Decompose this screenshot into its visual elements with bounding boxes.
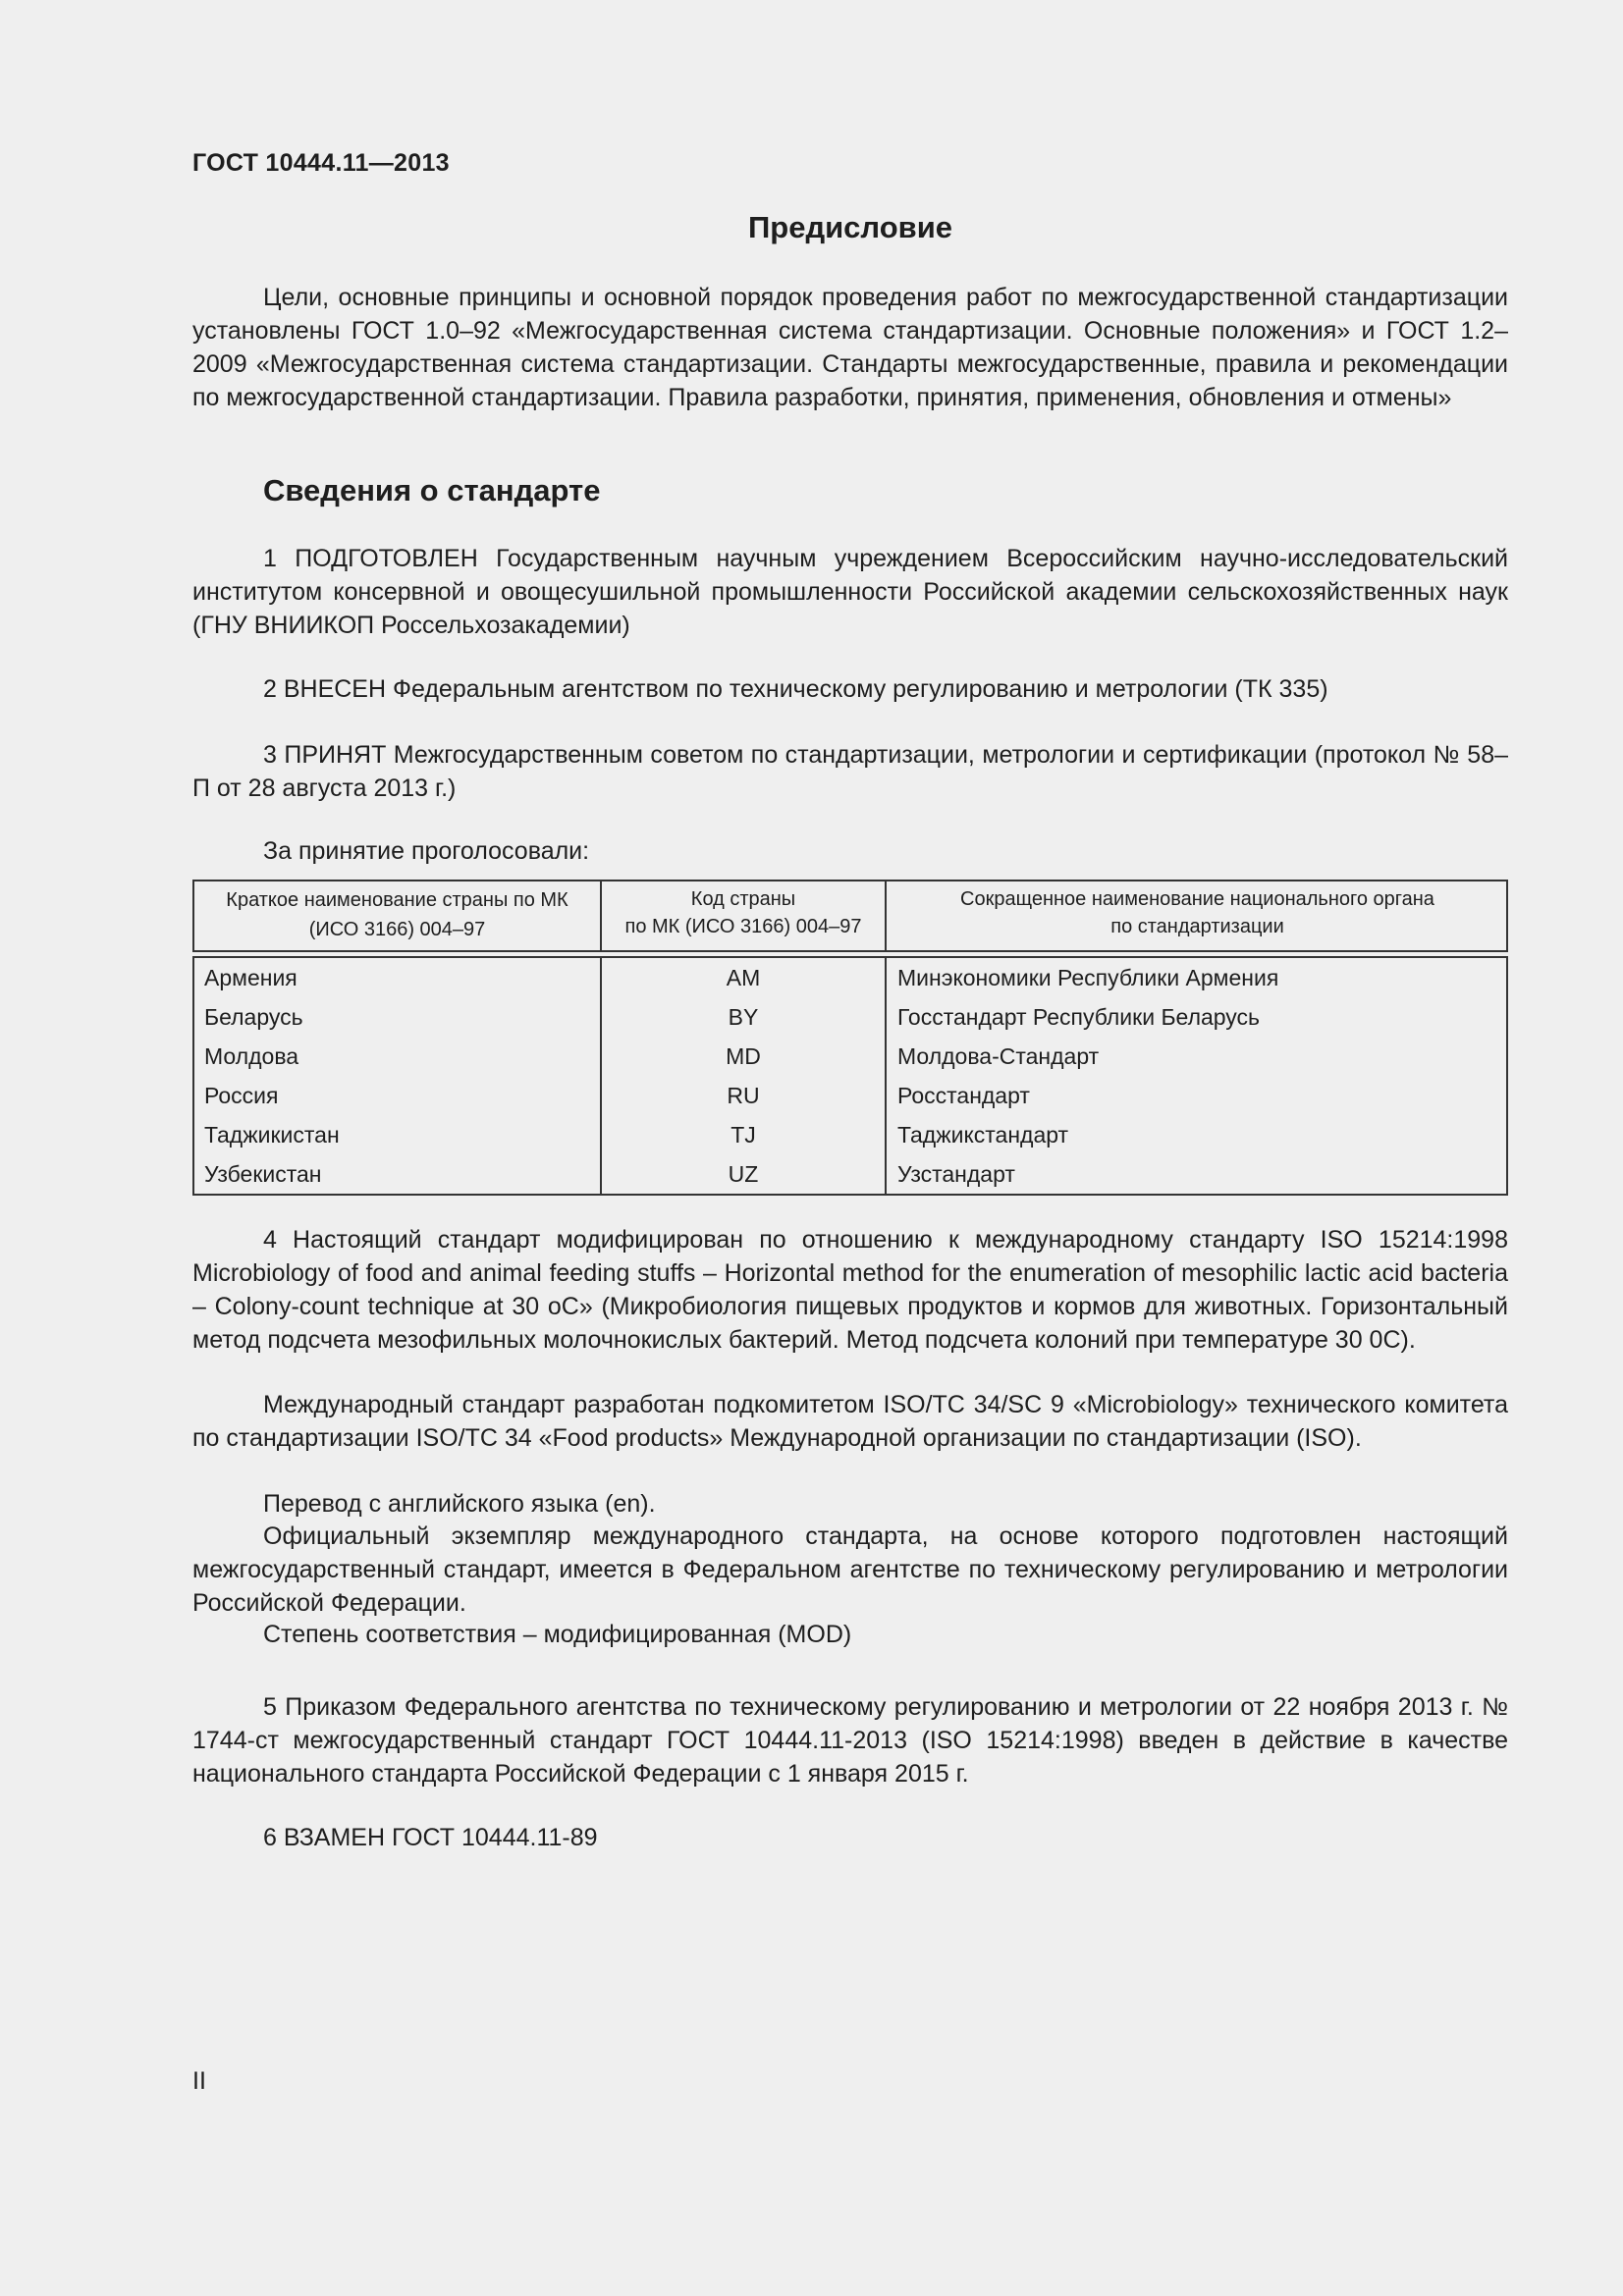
- info-item-3: 3 ПРИНЯТ Межгосударственным советом по стандартизации, метрологии и сертификации (протокол № 58–П от 28 августа 2013 г.): [192, 741, 1508, 802]
- info-item-4-translation: Перевод с английского языка (en).: [263, 1490, 656, 1518]
- info-item-2: 2 ВНЕСЕН Федеральным агентством по техническому регулированию и метрологии (ТК 335): [263, 675, 1328, 703]
- info-item-4-degree: Степень соответствия – модифицированная (MOD): [263, 1621, 852, 1648]
- table-cell-code: MD: [726, 1043, 761, 1069]
- info-item-4-official-copy: Официальный экземпляр международного стандарта, на основе которого подготовлен настоящий межгосударственный стандарт, имеется в Федеральном агентстве по техническому регулированию и метрологии Российской Федерации.: [192, 1522, 1508, 1617]
- document-page: [192, 0, 1508, 2296]
- info-item-6: 6 ВЗАМЕН ГОСТ 10444.11-89: [263, 1824, 598, 1851]
- page-number: II: [192, 2067, 206, 2095]
- table-cell-country: Россия: [204, 1083, 279, 1108]
- table-cell-body: Таджикстандарт: [897, 1122, 1069, 1148]
- table-divider: [885, 958, 887, 1196]
- table-cell-country: Молдова: [204, 1043, 299, 1069]
- table-header-body: Сокращенное наименование национального органа по стандартизации: [960, 888, 1434, 937]
- table-cell-body: Госстандарт Республики Беларусь: [897, 1004, 1261, 1030]
- table-cell-body: Молдова-Стандарт: [897, 1043, 1100, 1069]
- table-cell-body: Узстандарт: [897, 1161, 1015, 1187]
- table-cell-code: BY: [728, 1004, 759, 1030]
- info-item-1: 1 ПОДГОТОВЛЕН Государственным научным учреждением Всероссийским научно-исследовательский институтом консервной и овощесушильной промышленности Российской академии сельскохозяйственных наук (ГНУ ВНИИКОП Россельхозакадемии): [192, 545, 1508, 639]
- vote-intro: За принятие проголосовали:: [263, 837, 590, 865]
- table-cell-country: Узбекистан: [204, 1161, 322, 1187]
- table-cell-country: Армения: [204, 965, 298, 990]
- table-cell-code: UZ: [728, 1161, 759, 1187]
- table-cell-code: AM: [726, 965, 761, 990]
- table-cell-body: Росстандарт: [897, 1083, 1030, 1108]
- standard-info-title: Сведения о стандарте: [263, 473, 601, 507]
- table-cell-body: Минэкономики Республики Армения: [897, 965, 1279, 990]
- table-header-code: Код страны по МК (ИСО 3166) 004–97: [624, 888, 862, 937]
- info-item-4-international: Международный стандарт разработан подкомитетом ISO/TC 34/SC 9 «Microbiology» технического комитета по стандартизации ISO/TC 34 «Food products» Международной организации по стандартизации (ISO).: [192, 1391, 1508, 1452]
- table-cell-code: RU: [727, 1083, 760, 1108]
- table-header-country: Краткое наименование страны по МК (ИСО 3166) 004–97: [226, 889, 568, 940]
- table-header: [192, 880, 1508, 952]
- info-item-4: 4 Настоящий стандарт модифицирован по отношению к международному стандарту ISO 15214:1998 Microbiology of food and animal feeding stuffs – Horizontal method for the enumeration of mesophilic lactic acid bacteria – Colony-count technique at 30 оС» (Микробиология пищевых продуктов и кормов для животных. Горизонтальный метод подсчета мезофильных молочнокислых бактерий. Метод подсчета колоний при температуре 30 0С).: [192, 1226, 1508, 1354]
- info-item-5: 5 Приказом Федерального агентства по техническому регулированию и метрологии от 22 ноября 2013 г. № 1744-ст межгосударственный стандарт ГОСТ 10444.11-2013 (ISO 15214:1998) введен в действие в качестве национального стандарта Российской Федерации с 1 января 2015 г.: [192, 1693, 1508, 1788]
- table-cell-code: TJ: [730, 1122, 756, 1148]
- table-body: [192, 956, 1508, 1196]
- table-cell-country: Таджикистан: [204, 1122, 340, 1148]
- foreword-title: Предисловие: [747, 210, 952, 244]
- table-cell-country: Беларусь: [204, 1004, 303, 1030]
- foreword-text: Цели, основные принципы и основной порядок проведения работ по межгосударственной стандартизации установлены ГОСТ 1.0–92 «Межгосударственная система стандартизации. Основные положения» и ГОСТ 1.2–2009 «Межгосударственная система стандартизации. Стандарты межгосударственные, правила и рекомендации по межгосударственной стандартизации. Правила разработки, принятия, применения, обновления и отмены»: [192, 284, 1508, 411]
- document-code: ГОСТ 10444.11—2013: [192, 149, 450, 177]
